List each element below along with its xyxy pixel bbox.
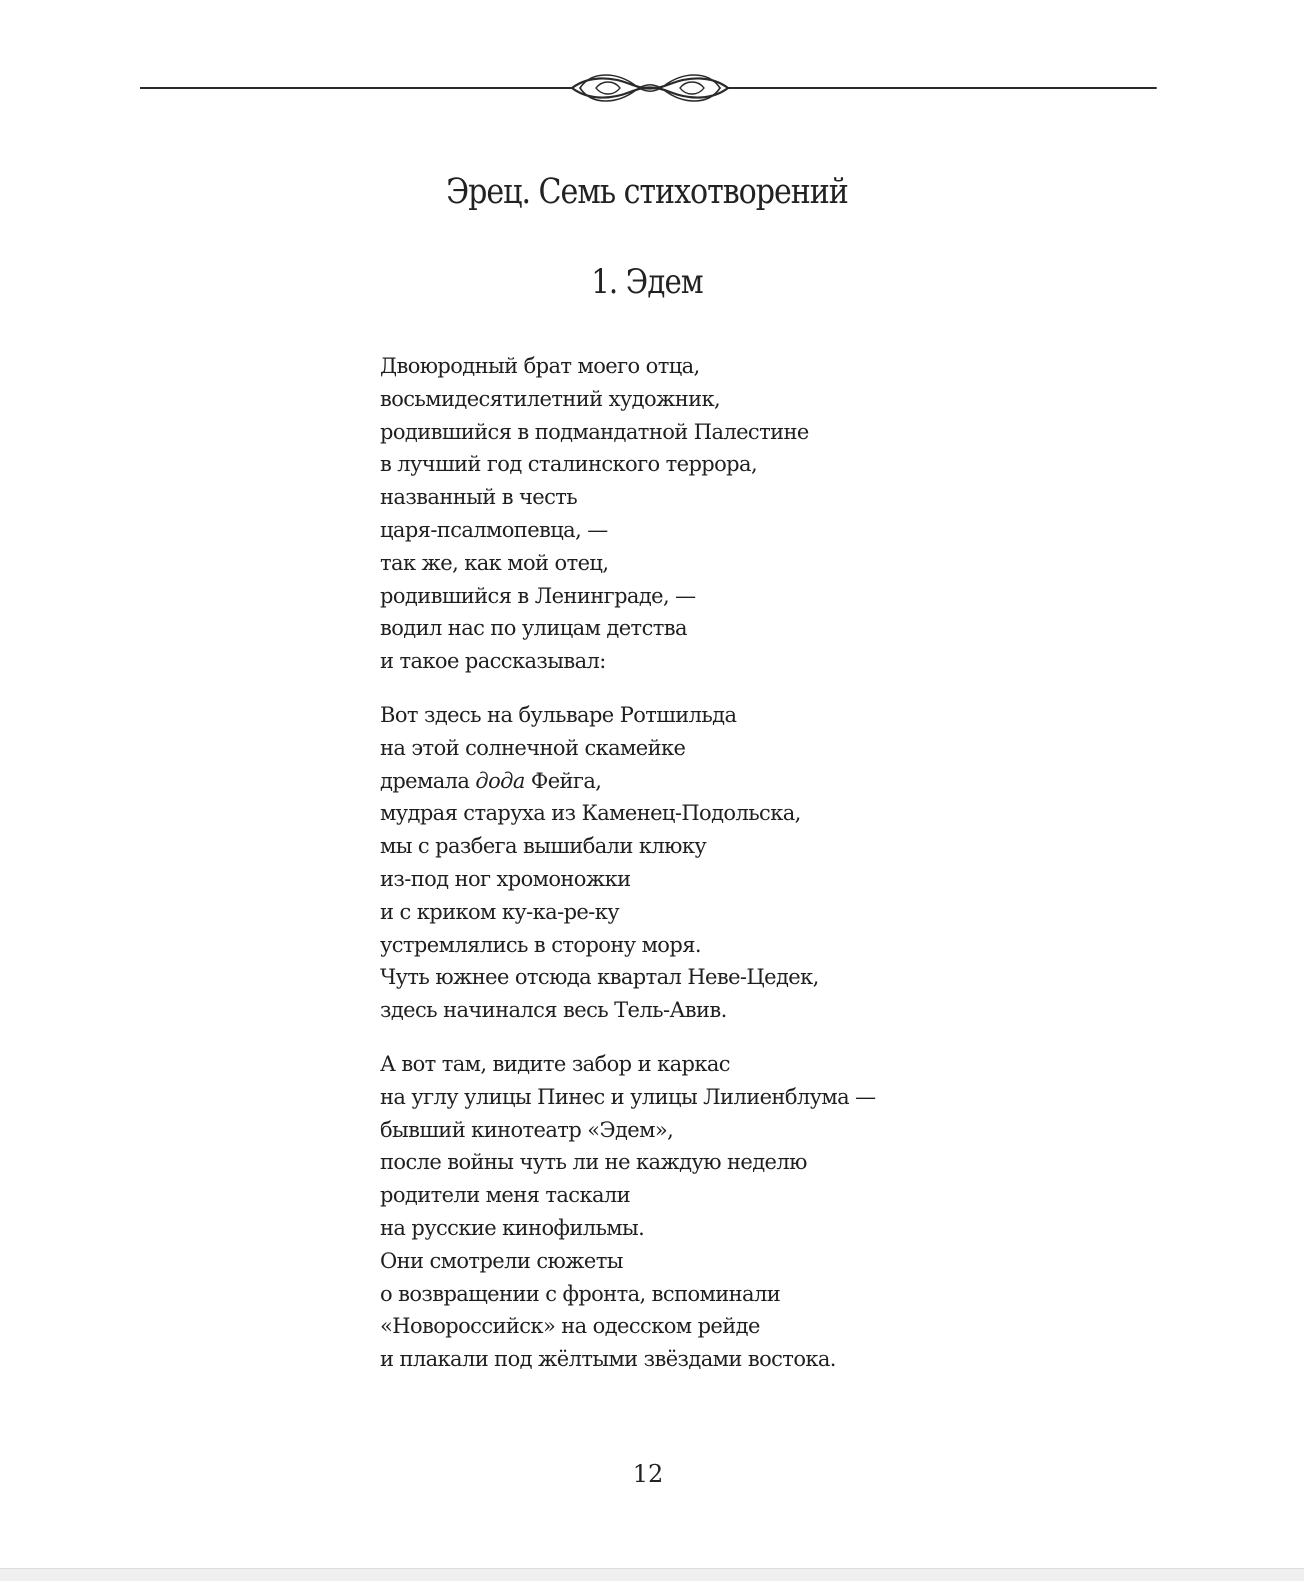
line-text: Они смотрели сюжеты <box>380 1248 623 1273</box>
line-text: родившийся в Ленинграде, — <box>380 583 696 608</box>
poem-line <box>380 1212 1000 1245</box>
poem-line <box>380 765 1000 798</box>
poem-line <box>380 699 1000 732</box>
poem-line <box>380 612 1000 645</box>
poem-line <box>380 1310 1000 1343</box>
poem-title: 1. Эдем <box>591 262 703 302</box>
italic-word: дода <box>475 768 525 793</box>
poem-line <box>380 448 1000 481</box>
poem-line <box>380 1343 1000 1376</box>
poem-line <box>380 514 1000 547</box>
poem-line <box>380 863 1000 896</box>
poem-line <box>380 350 1000 383</box>
line-text: названный в честь <box>380 485 578 510</box>
stanza <box>380 350 1000 678</box>
line-text: на углу улицы Пинес и улицы Лилиенблума — <box>380 1084 876 1109</box>
poem-line <box>380 797 1000 830</box>
page-number: 12 <box>632 1460 664 1488</box>
poem-line <box>380 1179 1000 1212</box>
line-text: родители меня таскали <box>380 1183 631 1208</box>
line-text: мы с разбега вышибали клюку <box>380 834 707 859</box>
line-text: здесь начинался весь Тель-Авив. <box>380 998 727 1023</box>
line-text: на этой солнечной скамейке <box>380 735 686 760</box>
poem-line <box>380 1146 1000 1179</box>
line-text: и плакали под жёлтыми звёздами востока. <box>380 1347 836 1372</box>
poem-line <box>380 1048 1000 1081</box>
line-text: водил нас по улицам детства <box>380 616 687 641</box>
poem-line <box>380 383 1000 416</box>
line-text: и с криком ку-ка-ре-ку <box>380 899 620 924</box>
poem-line <box>380 830 1000 863</box>
poem-line <box>380 416 1000 449</box>
line-text: устремлялись в сторону моря. <box>380 932 701 957</box>
line-text: Двоюродный брат моего отца, <box>380 354 700 378</box>
poem-line <box>380 732 1000 765</box>
poem-line <box>380 929 1000 962</box>
line-text: Чуть южнее отсюда квартал Неве-Цедек, <box>380 965 819 990</box>
flourish-divider-icon <box>140 66 1160 110</box>
poem-line <box>380 1081 1000 1114</box>
line-text: из-под ног хромоножки <box>380 866 631 891</box>
poem-line <box>380 1114 1000 1147</box>
line-text: А вот там, видите забор и каркас <box>380 1051 730 1076</box>
poem-line <box>380 481 1000 514</box>
line-text: «Новороссийск» на одесском рейде <box>380 1314 760 1339</box>
poem-line <box>380 1245 1000 1278</box>
viewer-bottom-edge <box>0 1568 1304 1581</box>
line-text: царя-псалмопевца, — <box>380 517 608 542</box>
poem-line <box>380 896 1000 929</box>
line-text: Фейга, <box>524 768 602 793</box>
poem-line <box>380 1278 1000 1311</box>
poem-body <box>380 350 1000 1397</box>
line-text: и такое рассказывал: <box>380 649 606 674</box>
poem-line <box>380 547 1000 580</box>
line-text: после войны чуть ли не каждую неделю <box>380 1150 807 1175</box>
line-text: о возвращении с фронта, вспоминали <box>380 1281 781 1306</box>
line-text: Вот здесь на бульваре Ротшильда <box>380 702 737 727</box>
line-text: дремала <box>380 768 476 793</box>
stanza <box>380 1048 1000 1376</box>
poem-line <box>380 994 1000 1027</box>
poem-line <box>380 645 1000 678</box>
line-text: мудрая старуха из Каменец-Подольска, <box>380 801 801 826</box>
document-title: Эрец. Семь стихотворений <box>446 172 848 212</box>
line-text: на русские кинофильмы. <box>380 1215 645 1240</box>
line-text: восьмидесятилетний художник, <box>380 386 721 411</box>
line-text: так же, как мой отец, <box>380 550 609 575</box>
stanza <box>380 699 1000 1027</box>
poem-line <box>380 580 1000 613</box>
line-text: бывший кинотеатр «Эдем», <box>380 1117 674 1142</box>
line-text: в лучший год сталинского террора, <box>380 452 758 477</box>
poem-line <box>380 961 1000 994</box>
line-text: родившийся в подмандатной Палестине <box>380 419 809 444</box>
